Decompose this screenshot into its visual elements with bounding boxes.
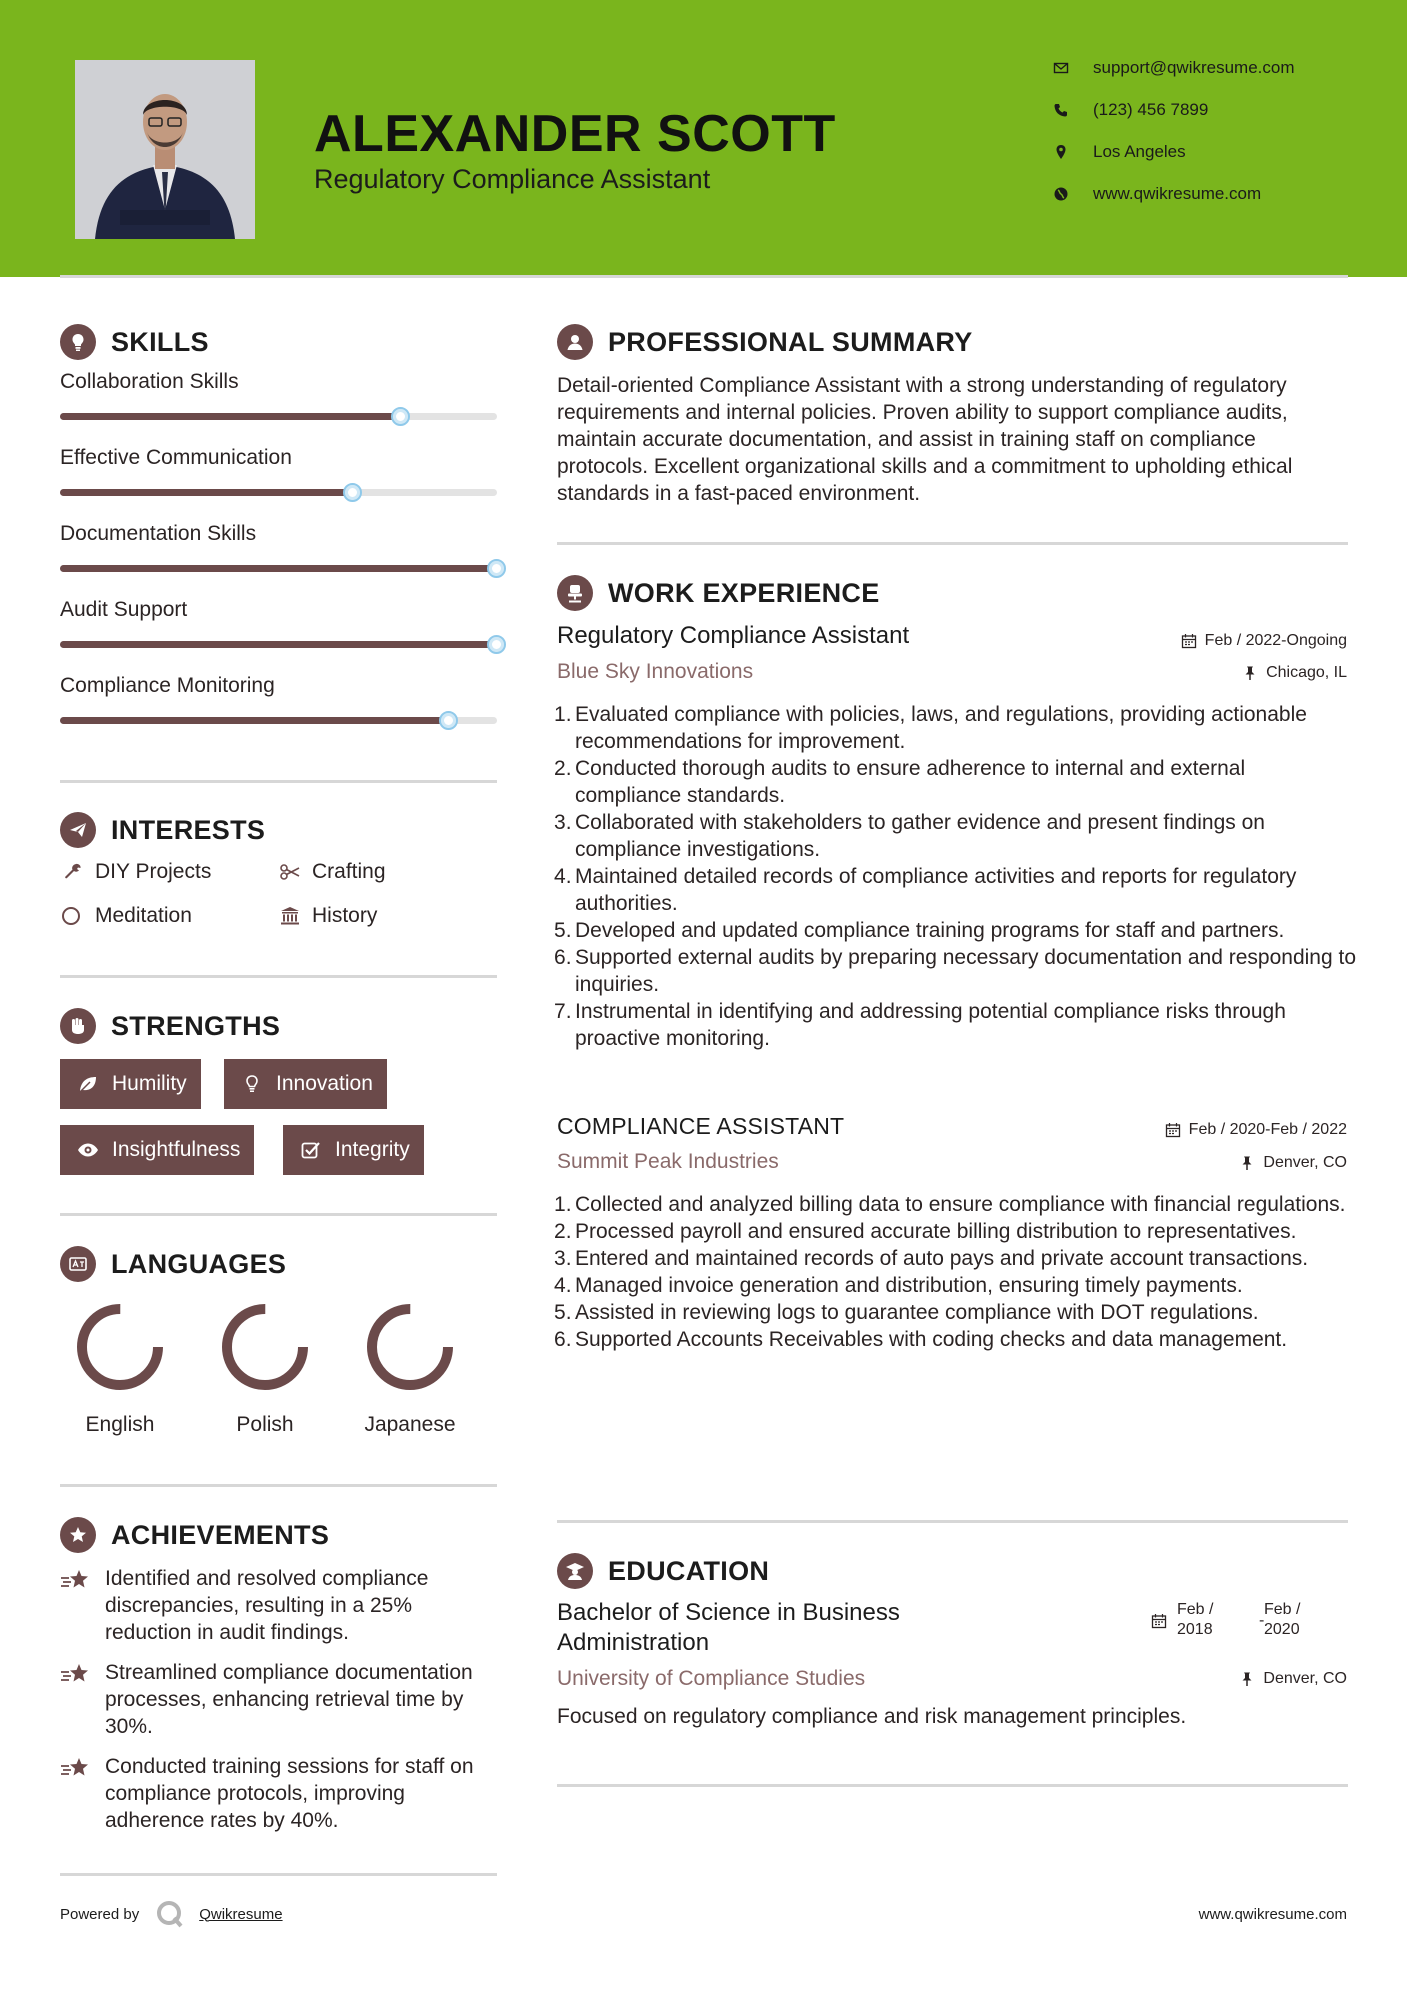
graduate-icon [557,1553,593,1589]
skill-level-handle [439,711,458,730]
education-description: Focused on regulatory compliance and risk management principles. [557,1705,1187,1728]
achievement-item [60,1565,500,1646]
strength-label: Humility [112,1072,187,1095]
language-level-ring [70,1297,170,1397]
wrench-icon [60,860,86,884]
language-level-arc [372,1309,448,1385]
achievement-text: Conducted training sessions for staff on compliance protocols, improving adherence rates by 40%. [105,1755,474,1832]
globe-icon [1050,184,1072,204]
job-duty-item: Collaborated with stakeholders to gather evidence and present findings on compliance investigations. [575,811,1265,861]
strength-chip-innovation [224,1059,387,1109]
strengths-divider [60,1213,497,1216]
footer-website[interactable]: www.qwikresume.com [1198,1906,1347,1923]
job-duty-item: Collected and analyzed billing data to ensure compliance with financial regulations. [575,1193,1346,1216]
language-name: English [85,1413,155,1436]
job-duty-item: Conducted thorough audits to ensure adherence to internal and external compliance standards. [575,757,1246,807]
language-item [205,1297,325,1437]
job-location [1242,664,1347,682]
strength-label: Insightfulness [112,1138,241,1161]
strength-chip-integrity [283,1125,424,1175]
education-heading [557,1553,769,1589]
skill-level-handle [487,635,506,654]
contact-phone[interactable] [1050,100,1380,120]
skill-bar-fill [60,413,401,420]
strength-chip-humility [60,1059,201,1109]
skills-heading-text: SKILLS [111,326,209,357]
job-duty-item: Developed and updated compliance training programs for staff and partners. [575,919,1285,942]
achievements-divider [60,1873,497,1876]
language-item [60,1297,180,1437]
summary-heading-text: PROFESSIONAL SUMMARY [608,326,973,357]
language-item [350,1297,470,1437]
job-duty-item: Evaluated compliance with policies, laws, and regulations, providing actionable recommendations for improvement. [575,703,1307,753]
footer-powered-by [60,1899,283,1929]
education-divider [557,1784,1348,1787]
header-divider [60,275,1348,278]
strength-chip-insightfulness [60,1125,254,1175]
calendar-icon [1181,633,1197,649]
education-start-month: Feb / [1177,1601,1214,1618]
summary-text: Detail-oriented Compliance Assistant with a strong understanding of regulatory requirements and internal policies. Proven ability to support compliance audits, maintain accurate documentation, and assist in training staff on compliance protocols. Excellent organizational skills and a commitment to upholding ethical standards in a fast-paced environment. [557,374,1293,505]
skill-name: Effective Communication [60,446,292,469]
language-level-ring [215,1297,315,1397]
job-duties-list [557,1191,1357,1353]
pushpin-icon [1242,665,1258,681]
experience-heading-text: WORK EXPERIENCE [608,577,880,608]
languages-heading-text: LANGUAGES [111,1248,287,1279]
lightbulb-icon [60,324,96,360]
education-degree: Bachelor of Science in Business Administration [557,1599,900,1656]
paper-plane-icon [60,812,96,848]
education-start-year: 2018 [1177,1621,1213,1638]
skill-bar-fill [60,489,353,496]
language-level-ring [360,1297,460,1397]
interests-heading-text: INTERESTS [111,814,266,845]
job-duty-item: Assisted in reviewing logs to guarantee compliance with DOT regulations. [575,1301,1259,1324]
contact-website-text: www.qwikresume.com [1093,184,1262,203]
education-date-separator: - [1259,1612,1265,1629]
job-title: COMPLIANCE ASSISTANT [557,1113,845,1139]
interest-label: History [312,904,378,927]
summary-heading [557,324,973,360]
education-location [1239,1670,1347,1688]
experience-divider [557,1520,1348,1523]
language-level-arc [227,1309,303,1385]
skill-name: Audit Support [60,598,188,621]
company-name: Blue Sky Innovations [557,660,754,683]
achievements-heading-text: ACHIEVEMENTS [111,1519,330,1550]
calendar-icon [1151,1613,1167,1629]
interest-item-crafting [277,860,386,884]
education-end-date [1264,1600,1300,1640]
strength-label: Innovation [276,1072,373,1095]
education-end-year: 2020 [1264,1621,1300,1638]
job-location [1239,1154,1347,1172]
language-icon [60,1246,96,1282]
circle-icon [60,904,86,928]
interests-divider [60,975,497,978]
contact-location [1050,142,1380,162]
skill-level-handle [487,559,506,578]
header-banner [0,0,1407,277]
job-duty-item: Supported Accounts Receivables with coding checks and data management. [575,1328,1288,1351]
job-duty-item: Instrumental in identifying and addressing potential compliance risks through proactive monitoring. [575,1000,1286,1050]
summary-divider [557,542,1348,545]
education-end-month: Feb / [1264,1601,1301,1618]
company-name: Summit Peak Industries [557,1150,779,1173]
shooting-star-icon [60,1662,94,1740]
contact-location-text: Los Angeles [1093,142,1186,161]
checkbox-icon [297,1139,325,1161]
leaf-icon [74,1073,102,1095]
pushpin-icon [1239,1671,1255,1687]
achievement-text: Identified and resolved compliance discrepancies, resulting in a 25% reduction in audit findings. [105,1567,429,1644]
strengths-heading [60,1008,280,1044]
contact-email-text: support@qwikresume.com [1093,58,1295,77]
skill-name: Compliance Monitoring [60,674,275,697]
person-icon [557,324,593,360]
qwikresume-logo-icon [155,1899,185,1929]
education-school: University of Compliance Studies [557,1667,866,1690]
envelope-icon [1050,58,1072,78]
job-duty-item: Processed payroll and ensured accurate billing distribution to representatives. [575,1220,1297,1243]
powered-by-label: Powered by [60,1905,140,1923]
strengths-heading-text: STRENGTHS [111,1010,281,1041]
achievement-item [60,1659,500,1740]
skill-bar-fill [60,565,497,572]
job-location-text: Chicago, IL [1266,664,1347,681]
skill-bar-fill [60,717,449,724]
skills-divider [60,780,497,783]
skill-bar-track [60,717,497,724]
phone-icon [1050,100,1072,120]
shooting-star-icon [60,1568,94,1646]
office-chair-icon [557,575,593,611]
profile-photo [75,60,255,239]
pushpin-icon [1239,1155,1255,1171]
job-title: Regulatory Compliance Assistant [557,622,910,649]
achievement-text: Streamlined compliance documentation processes, enhancing retrieval time by 30%. [105,1661,473,1738]
interest-item-history [277,904,377,928]
skill-bar-track [60,413,497,420]
skill-bar-fill [60,641,497,648]
contact-website[interactable] [1050,184,1380,204]
shooting-star-icon [60,1756,94,1834]
languages-heading [60,1246,286,1282]
skill-name: Documentation Skills [60,522,257,545]
strength-label: Integrity [335,1138,410,1161]
job-dates-text: Feb / 2022-Ongoing [1204,632,1347,649]
contact-email[interactable] [1050,58,1380,78]
fist-icon [60,1008,96,1044]
job-duty-item: Entered and maintained records of auto pays and private account transactions. [575,1247,1309,1270]
skills-heading [60,324,209,360]
experience-heading [557,575,880,611]
education-heading-text: EDUCATION [608,1555,770,1586]
job-duty-item: Maintained detailed records of compliance activities and reports for regulatory authorities. [575,865,1297,915]
education-start-date [1177,1600,1213,1640]
job-dates [1165,1121,1347,1139]
scissors-icon [277,860,303,884]
job-dates-text: Feb / 2020-Feb / 2022 [1188,1121,1347,1138]
skill-level-handle [391,407,410,426]
qwikresume-link[interactable]: Qwikresume [199,1905,283,1923]
skill-name: Collaboration Skills [60,370,239,393]
map-pin-icon [1050,142,1072,162]
skill-bar-track [60,641,497,648]
education-location-text: Denver, CO [1263,1670,1347,1687]
interest-item-meditation [60,904,192,928]
interest-label: Meditation [95,904,192,927]
interest-item-diy [60,860,211,884]
job-dates [1181,632,1347,650]
candidate-name: ALEXANDER SCOTT [314,105,836,163]
job-duty-item: Managed invoice generation and distribution, ensuring timely payments. [575,1274,1243,1297]
star-badge-icon [60,1517,96,1553]
interests-heading [60,812,265,848]
languages-divider [60,1484,497,1487]
lightbulb-icon [238,1073,266,1095]
job-duty-item: Supported external audits by preparing necessary documentation and responding to inquiries. [575,946,1357,996]
job-duties-list [557,701,1357,1052]
skill-bar-track [60,565,497,572]
candidate-title: Regulatory Compliance Assistant [314,164,711,194]
skill-bar-track [60,489,497,496]
eye-icon [74,1139,102,1161]
language-name: Polish [236,1413,294,1436]
contact-phone-text: (123) 456 7899 [1093,100,1209,119]
museum-icon [277,904,303,928]
language-level-arc [82,1309,158,1385]
achievement-item [60,1753,500,1834]
job-location-text: Denver, CO [1263,1154,1347,1171]
language-name: Japanese [364,1413,456,1436]
calendar-icon [1165,1122,1181,1138]
skill-level-handle [343,483,362,502]
achievements-heading [60,1517,329,1553]
interest-label: DIY Projects [95,860,212,883]
interest-label: Crafting [312,860,386,883]
